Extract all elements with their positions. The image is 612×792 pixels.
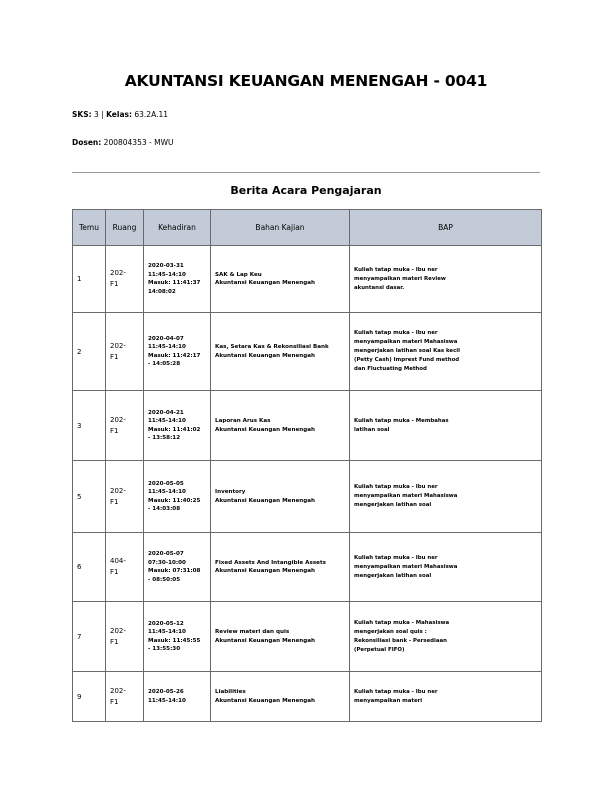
- bahan-kajian-cell-line: Review materi dan quis: [215, 629, 290, 635]
- kehadiran-cell: [144, 602, 211, 672]
- header-bahan-kajian: Bahan Kajian: [211, 210, 350, 246]
- bahan-kajian-cell: [211, 391, 350, 461]
- ruang-cell: [106, 461, 144, 533]
- kehadiran-cell: [144, 672, 211, 722]
- sks-label: SKS:: [72, 110, 92, 119]
- kehadiran-cell-line: 11:45-14:10: [148, 697, 186, 704]
- bahan-kajian-cell-line: Akuntansi Keuangan Menengah: [215, 497, 315, 504]
- section-divider: [72, 172, 540, 173]
- kehadiran-cell-line: 11:45-14:10: [148, 629, 186, 635]
- kehadiran-cell-line: 2020-05-05: [148, 480, 184, 487]
- ruang-cell: [106, 602, 144, 672]
- kehadiran-cell-line: 07:30-10:00: [148, 559, 186, 566]
- kehadiran-cell-line: 11:45-14:10: [148, 271, 186, 278]
- bap-cell-line: mengerjakan soal quis :: [354, 628, 427, 635]
- bap-cell-line: Kuliah tatap muka - Ibu ner: [354, 688, 438, 695]
- kehadiran-cell-line: 2020-05-07: [148, 551, 184, 557]
- temu-cell: 2: [73, 313, 106, 391]
- bap-cell-line: menyampaikan materi Mahasiswa: [354, 493, 458, 499]
- bap-cell-line: menyampaikan materi Review: [354, 275, 446, 282]
- ruang-cell-line: 404-: [110, 557, 126, 565]
- bap-cell: [350, 461, 542, 533]
- ruang-cell-line: F1: [110, 426, 119, 435]
- temu-cell: 9: [73, 672, 106, 722]
- bap-cell: [350, 313, 542, 391]
- section-title: Berita Acara Pengajaran: [230, 184, 382, 197]
- bahan-kajian-cell-line: Kas, Setara Kas & Rekonsiliasi Bank: [215, 344, 329, 350]
- kehadiran-cell-line: - 14:05:28: [148, 361, 181, 367]
- bap-cell-line: Kuliah tatap muka - Ibu ner: [354, 330, 438, 336]
- table-row: [73, 246, 542, 313]
- bap-cell-line: dan Fluctuating Method: [354, 366, 427, 372]
- bahan-kajian-cell: [211, 602, 350, 672]
- bahan-kajian-cell-line: Inventory: [215, 489, 246, 495]
- bap-cell-line: menyampaikan materi: [354, 697, 423, 704]
- meta-separator: |: [101, 110, 104, 119]
- bahan-kajian-cell: [211, 461, 350, 533]
- kehadiran-cell-line: 11:45-14:10: [148, 418, 186, 424]
- bap-cell-line: Kuliah tatap muka - Mahasiswa: [354, 619, 450, 626]
- ruang-cell: [106, 391, 144, 461]
- bap-cell-line: (Perpetual FIFO): [354, 646, 405, 653]
- bahan-kajian-cell-line: Akuntansi Keuangan Menengah: [215, 568, 315, 574]
- sks-value: 3: [94, 110, 99, 119]
- kehadiran-cell-line: 2020-04-07: [148, 335, 184, 342]
- kehadiran-cell: [144, 391, 211, 461]
- bahan-kajian-cell-line: Akuntansi Keuangan Menengah: [215, 280, 315, 286]
- bap-cell-line: menyampaikan materi Mahasiswa: [354, 339, 458, 345]
- kehadiran-cell-line: - 14:03:08: [148, 506, 181, 512]
- bap-cell-line: mengerjakan latihan soal: [354, 572, 432, 579]
- bap-cell-line: menyampaikan materi Mahasiswa: [354, 563, 458, 570]
- temu-cell: 1: [73, 246, 106, 313]
- ruang-cell-line: 202-: [110, 269, 126, 277]
- ruang-cell-line: 202-: [110, 341, 126, 350]
- table-row: [73, 672, 542, 722]
- kehadiran-cell: [144, 246, 211, 313]
- bap-cell-line: (Petty Cash) Imprest Fund method: [354, 357, 460, 363]
- bahan-kajian-cell-line: Akuntansi Keuangan Menengah: [215, 637, 315, 644]
- ruang-cell: [106, 533, 144, 602]
- kehadiran-cell: [144, 461, 211, 533]
- temu-cell: 6: [73, 533, 106, 602]
- bahan-kajian-cell-line: Laporan Arus Kas: [215, 418, 271, 424]
- kehadiran-cell: [144, 533, 211, 602]
- document-title: AKUNTANSI KEUANGAN MENENGAH - 0041: [124, 72, 488, 90]
- bahan-kajian-cell: [211, 672, 350, 722]
- kehadiran-cell-line: Masuk: 07:31:08: [148, 568, 201, 574]
- header-temu: Temu: [73, 210, 106, 246]
- table-body: [73, 246, 542, 722]
- kehadiran-cell-line: 2020-03-31: [148, 263, 184, 269]
- table-row: [73, 313, 542, 391]
- ruang-cell-line: 202-: [110, 686, 126, 695]
- ruang-cell-line: F1: [110, 697, 119, 706]
- bahan-kajian-cell: [211, 246, 350, 313]
- ruang-cell-line: F1: [110, 637, 119, 646]
- kehadiran-cell-line: Masuk: 11:41:02: [148, 426, 201, 433]
- table-row: [73, 533, 542, 602]
- ruang-cell: [106, 313, 144, 391]
- kehadiran-cell-line: 11:45-14:10: [148, 489, 186, 495]
- bahan-kajian-cell: [211, 313, 350, 391]
- ruang-cell-line: F1: [110, 497, 119, 506]
- kehadiran-cell-line: Masuk: 11:42:17: [148, 352, 201, 359]
- dosen-label: Dosen:: [72, 138, 102, 147]
- ruang-cell-line: F1: [110, 568, 119, 576]
- bahan-kajian-cell: [211, 533, 350, 602]
- table-row: [73, 391, 542, 461]
- bap-cell: [350, 672, 542, 722]
- attendance-table: [72, 209, 542, 722]
- bap-cell-line: mengerjakan latihan soal: [354, 502, 432, 508]
- ruang-cell-line: 202-: [110, 486, 126, 495]
- kehadiran-cell-line: 2020-04-21: [148, 409, 184, 416]
- kehadiran-cell-line: 11:45-14:10: [148, 344, 186, 350]
- kehadiran-cell-line: 14:08:02: [148, 288, 176, 295]
- bap-cell-line: Kuliah tatap muka - Membahas: [354, 417, 449, 424]
- bap-cell: [350, 602, 542, 672]
- kehadiran-cell-line: - 13:58:12: [148, 435, 181, 441]
- bahan-kajian-cell-line: Akuntansi Keuangan Menengah: [215, 352, 315, 359]
- kehadiran-cell-line: - 08:50:05: [148, 576, 181, 583]
- bahan-kajian-cell-line: Akuntansi Keuangan Menengah: [215, 697, 315, 704]
- bap-cell-line: Kuliah tatap muka - Ibu ner: [354, 484, 438, 490]
- header-ruang: Ruang: [106, 210, 144, 246]
- kehadiran-cell-line: - 13:55:30: [148, 646, 181, 652]
- bahan-kajian-cell-line: SAK & Lap Keu: [215, 271, 262, 278]
- table-row: [73, 602, 542, 672]
- ruang-cell: [106, 246, 144, 313]
- ruang-cell-line: F1: [110, 352, 119, 361]
- header-kehadiran: Kehadiran: [144, 210, 211, 246]
- bap-cell-line: latihan soal: [354, 426, 390, 433]
- dosen-line: [72, 138, 173, 147]
- ruang-cell-line: 202-: [110, 626, 126, 635]
- bap-cell-line: mengerjakan latihan soal Kas kecil: [354, 348, 460, 354]
- temu-cell: 7: [73, 602, 106, 672]
- dosen-value: 200804353 - MWU: [103, 138, 174, 147]
- kelas-label: Kelas:: [106, 110, 132, 119]
- kehadiran-cell-line: Masuk: 11:40:25: [148, 497, 201, 504]
- bap-cell-line: akuntansi dasar.: [354, 284, 405, 291]
- ruang-cell-line: 202-: [110, 415, 126, 424]
- temu-cell: 5: [73, 461, 106, 533]
- bahan-kajian-cell-line: Liabilities: [215, 689, 246, 695]
- table-header-row: [73, 210, 542, 246]
- kehadiran-cell-line: Masuk: 11:41:37: [148, 280, 201, 286]
- table-row: [73, 461, 542, 533]
- kehadiran-cell-line: 2020-05-26: [148, 689, 184, 695]
- bap-cell-line: Kuliah tatap muka - Ibu ner: [354, 554, 438, 561]
- header-bap: BAP: [350, 210, 542, 246]
- bahan-kajian-cell-line: Fixed Assets And Intangible Assets: [215, 559, 326, 566]
- kehadiran-cell-line: 2020-05-12: [148, 620, 184, 627]
- bap-cell-line: Kuliah tatap muka - Ibu ner: [354, 266, 438, 273]
- kehadiran-cell-line: Masuk: 11:45:55: [148, 637, 201, 644]
- bap-cell-line: Rekonsiliasi bank - Persediaan: [354, 637, 447, 644]
- kelas-value: 63.2A.11: [134, 110, 169, 119]
- sks-kelas-line: [72, 110, 168, 119]
- bap-cell: [350, 391, 542, 461]
- bap-cell: [350, 533, 542, 602]
- temu-cell: 3: [73, 391, 106, 461]
- bap-cell: [350, 246, 542, 313]
- ruang-cell-line: F1: [110, 280, 119, 288]
- ruang-cell: [106, 672, 144, 722]
- bahan-kajian-cell-line: Akuntansi Keuangan Menengah: [215, 426, 315, 433]
- kehadiran-cell: [144, 313, 211, 391]
